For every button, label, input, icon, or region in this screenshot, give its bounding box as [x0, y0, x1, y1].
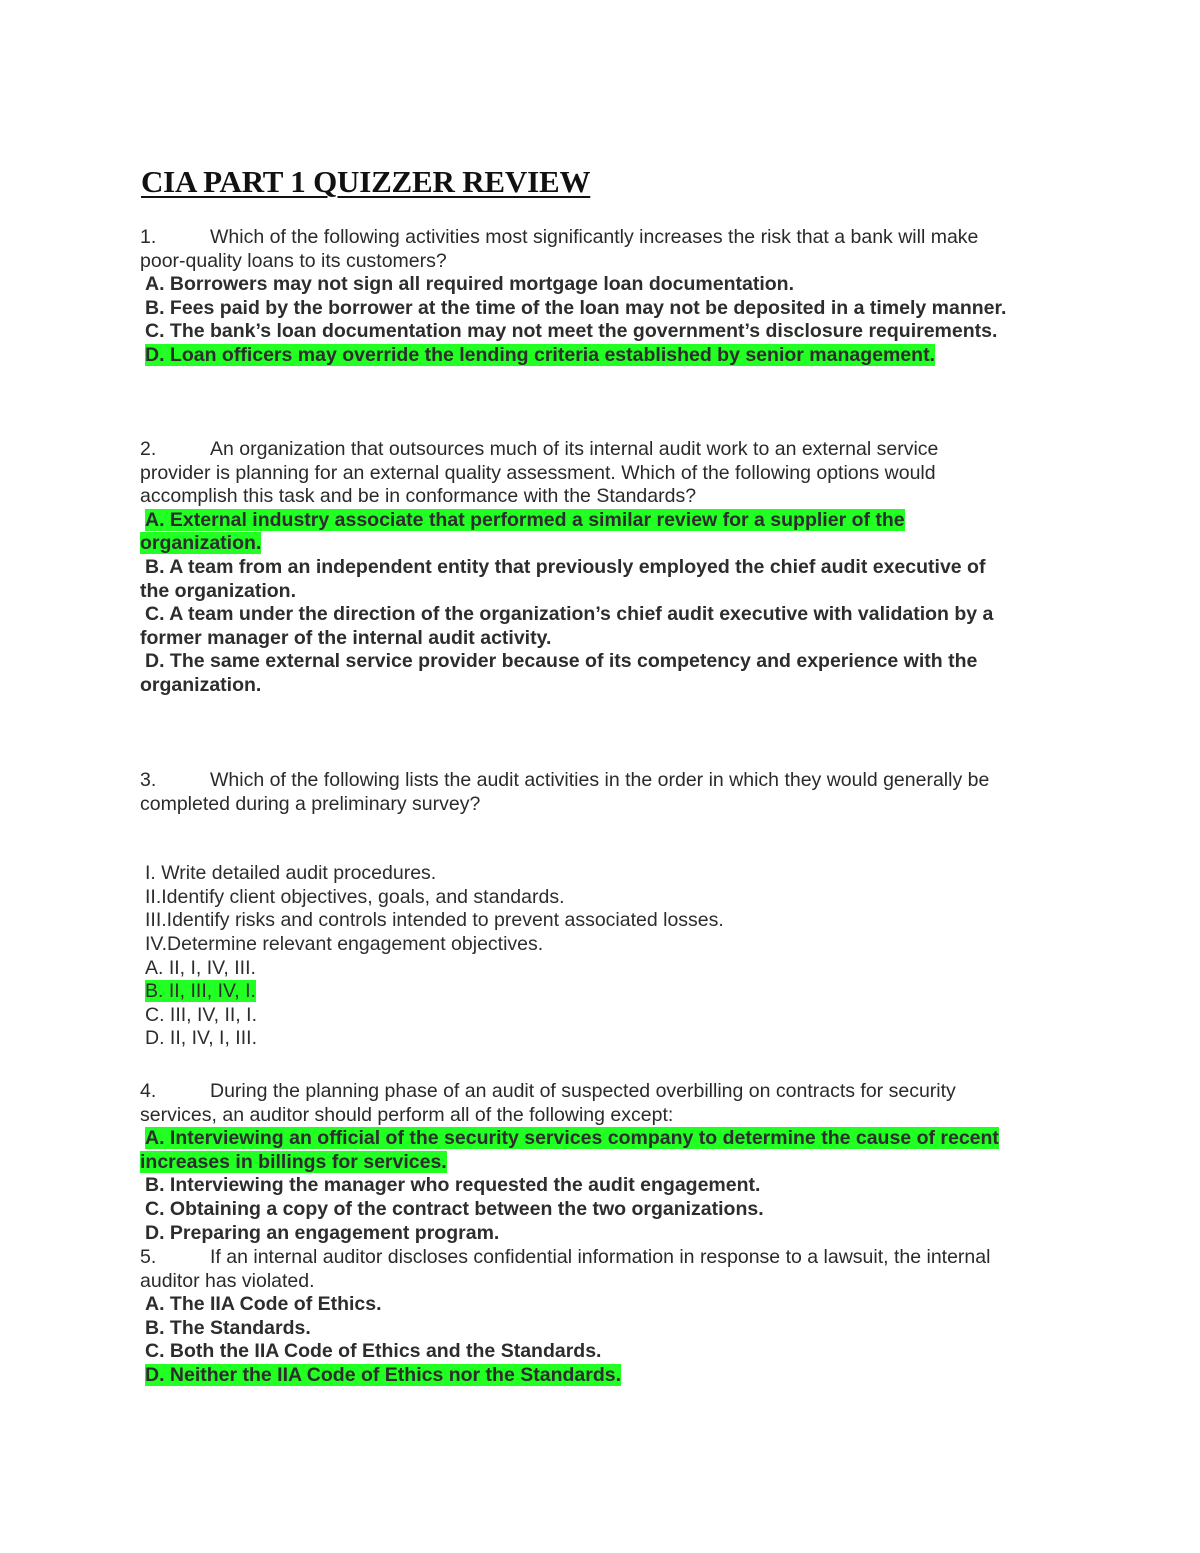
list-item-iv: IV.Determine relevant engagement objectives.: [145, 932, 544, 955]
question-stem: 3. Which of the following lists the audit activities in the order in which they would generally be: [140, 769, 990, 791]
option-a: A. Borrowers may not sign all required mortgage loan documentation.: [145, 273, 795, 296]
option-c: C. A team under the direction of the organization’s chief audit executive with validation by a: [145, 603, 994, 626]
option-a-continued: [140, 532, 1060, 556]
option-a-continued: [140, 1151, 1060, 1175]
list-item-i: I. Write detailed audit procedures.: [145, 862, 437, 885]
question-stem: 4. During the planning phase of an audit of suspected overbilling on contracts for security: [140, 1080, 956, 1102]
question-stem-line: auditor has violated.: [140, 1269, 315, 1292]
answer-highlight: B. II, III, IV, I.: [145, 980, 256, 1003]
answer-highlight: organization.: [140, 532, 262, 555]
option-d: D. Preparing an engagement program.: [145, 1221, 500, 1244]
question-stem-line: poor-quality loans to its customers?: [140, 249, 447, 272]
question-number: 5.: [140, 1246, 157, 1268]
option-c: C. Obtaining a copy of the contract between the two organizations.: [145, 1197, 764, 1220]
option-d-correct: [140, 1364, 1060, 1388]
question-4: [140, 1080, 1060, 1245]
question-2: [140, 438, 1060, 698]
list-item-ii: II.Identify client objectives, goals, and standards.: [145, 885, 565, 908]
option-b: B. Interviewing the manager who requested the audit engagement.: [145, 1174, 761, 1197]
option-c: C. Both the IIA Code of Ethics and the Standards.: [145, 1340, 602, 1363]
question-stem-line: services, an auditor should perform all of the following except:: [140, 1103, 674, 1126]
question-stem-line: provider is planning for an external quality assessment. Which of the following options would: [140, 461, 936, 484]
answer-highlight: increases in billings for services.: [140, 1150, 447, 1173]
answer-highlight: A. External industry associate that performed a similar review for a supplier of the: [145, 508, 905, 531]
answer-highlight: D. Neither the IIA Code of Ethics nor the Standards.: [145, 1363, 621, 1386]
option-d: D. The same external service provider because of its competency and experience with the: [145, 650, 978, 673]
option-d-continued: organization.: [140, 673, 262, 696]
option-d-correct: [140, 344, 1060, 368]
question-stem: 1. Which of the following activities most significantly increases the risk that a bank will make: [140, 226, 979, 248]
option-c: C. The bank’s loan documentation may not meet the government’s disclosure requirements.: [145, 320, 998, 343]
option-b: B. The Standards.: [145, 1316, 311, 1339]
option-b-correct: [140, 980, 1060, 1004]
option-a-correct: [140, 509, 1060, 533]
question-stem-line: accomplish this task and be in conformance with the Standards?: [140, 485, 697, 508]
option-d: D. II, IV, I, III.: [145, 1027, 257, 1050]
question-number: 4.: [140, 1080, 157, 1102]
question-number: 1.: [140, 226, 157, 248]
question-5: [140, 1246, 1060, 1388]
document-title: CIA PART 1 QUIZZER REVIEW: [141, 164, 591, 199]
option-c-continued: former manager of the internal audit activity.: [140, 626, 552, 649]
option-b: B. Fees paid by the borrower at the time of the loan may not be deposited in a timely manner.: [145, 296, 1007, 319]
question-stem-line: completed during a preliminary survey?: [140, 792, 481, 815]
question-1: [140, 226, 1060, 368]
option-b-continued: the organization.: [140, 579, 296, 602]
question-stem: 5. If an internal auditor discloses confidential information in response to a lawsuit, the internal: [140, 1246, 991, 1268]
question-3: [140, 769, 1060, 1051]
question-stem: 2. An organization that outsources much of its internal audit work to an external service: [140, 438, 939, 460]
question-number: 2.: [140, 438, 157, 460]
answer-highlight: D. Loan officers may override the lending criteria established by senior management.: [145, 343, 935, 366]
option-a-correct: [140, 1127, 1060, 1151]
list-item-iii: III.Identify risks and controls intended to prevent associated losses.: [145, 909, 724, 932]
answer-highlight: A. Interviewing an official of the security services company to determine the cause of recent: [145, 1127, 999, 1150]
option-c: C. III, IV, II, I.: [145, 1003, 257, 1026]
option-a: A. II, I, IV, III.: [145, 956, 256, 979]
option-a: A. The IIA Code of Ethics.: [145, 1293, 382, 1316]
option-b: B. A team from an independent entity that previously employed the chief audit executive of: [145, 555, 986, 578]
question-number: 3.: [140, 769, 157, 791]
